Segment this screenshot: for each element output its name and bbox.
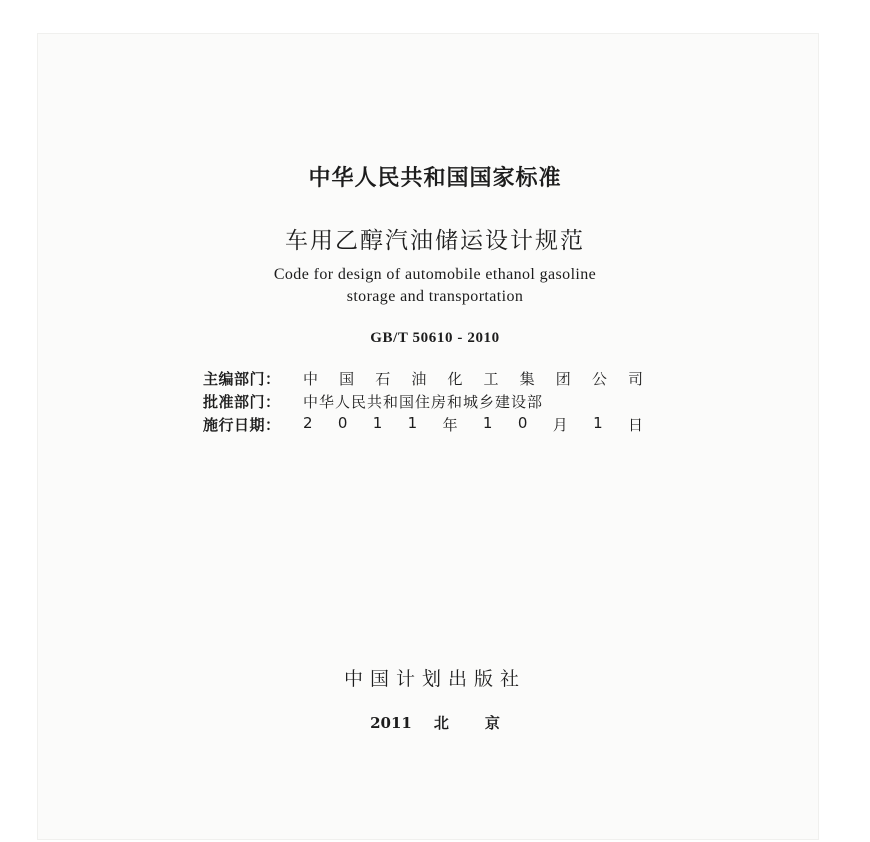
- spaced-char: 国: [339, 370, 355, 388]
- publish-city-char-1: 北: [433, 714, 449, 732]
- info-row-approver: [203, 391, 643, 414]
- spaced-char: 工: [483, 370, 499, 388]
- effective-date-label: 施行日期：: [203, 416, 281, 434]
- spaced-char: 中: [303, 370, 319, 388]
- spaced-char: 2: [303, 414, 313, 432]
- spaced-char: 集: [519, 370, 535, 388]
- spaced-char: 化: [447, 370, 463, 388]
- spaced-char: 0: [517, 414, 528, 432]
- spaced-char: 石: [375, 370, 391, 388]
- approver-label: 批准部门：: [203, 393, 281, 411]
- chinese-title: 车用乙醇汽油储运设计规范: [285, 228, 585, 254]
- spaced-char: 年: [442, 416, 458, 434]
- effective-date-value: [303, 414, 643, 437]
- publish-place: [0, 712, 870, 733]
- spaced-char: 团: [555, 370, 571, 388]
- spaced-char: 月: [552, 416, 568, 434]
- info-row-effective-date: [203, 414, 643, 437]
- spaced-char: 0: [337, 414, 348, 432]
- standard-category-title: 中华人民共和国国家标准: [308, 166, 562, 191]
- publication-info: [203, 368, 643, 437]
- spaced-char: 日: [627, 416, 643, 434]
- spaced-char: 1: [407, 414, 418, 432]
- publish-city-char-2: 京: [484, 714, 500, 732]
- spaced-char: 公: [591, 370, 607, 388]
- english-title-line-1: Code for design of automobile ethanol gasoline: [273, 266, 597, 283]
- spaced-char: 油: [411, 370, 427, 388]
- spaced-char: 1: [372, 414, 383, 432]
- chief-editor-label: 主编部门：: [203, 370, 281, 388]
- standard-code: GB/T 50610 - 2010: [370, 330, 500, 346]
- publish-year: 2011: [370, 714, 412, 732]
- english-title-line-2: storage and transportation: [346, 288, 524, 305]
- chief-editor-value: [303, 368, 643, 391]
- spaced-char: 司: [627, 370, 643, 388]
- approver-value: 中华人民共和国住房和城乡建设部: [303, 393, 544, 411]
- spaced-char: 1: [482, 414, 493, 432]
- publisher-name: 中国计划出版社: [343, 668, 526, 690]
- spaced-char: 1: [593, 414, 603, 432]
- info-row-chief-editor: [203, 368, 643, 391]
